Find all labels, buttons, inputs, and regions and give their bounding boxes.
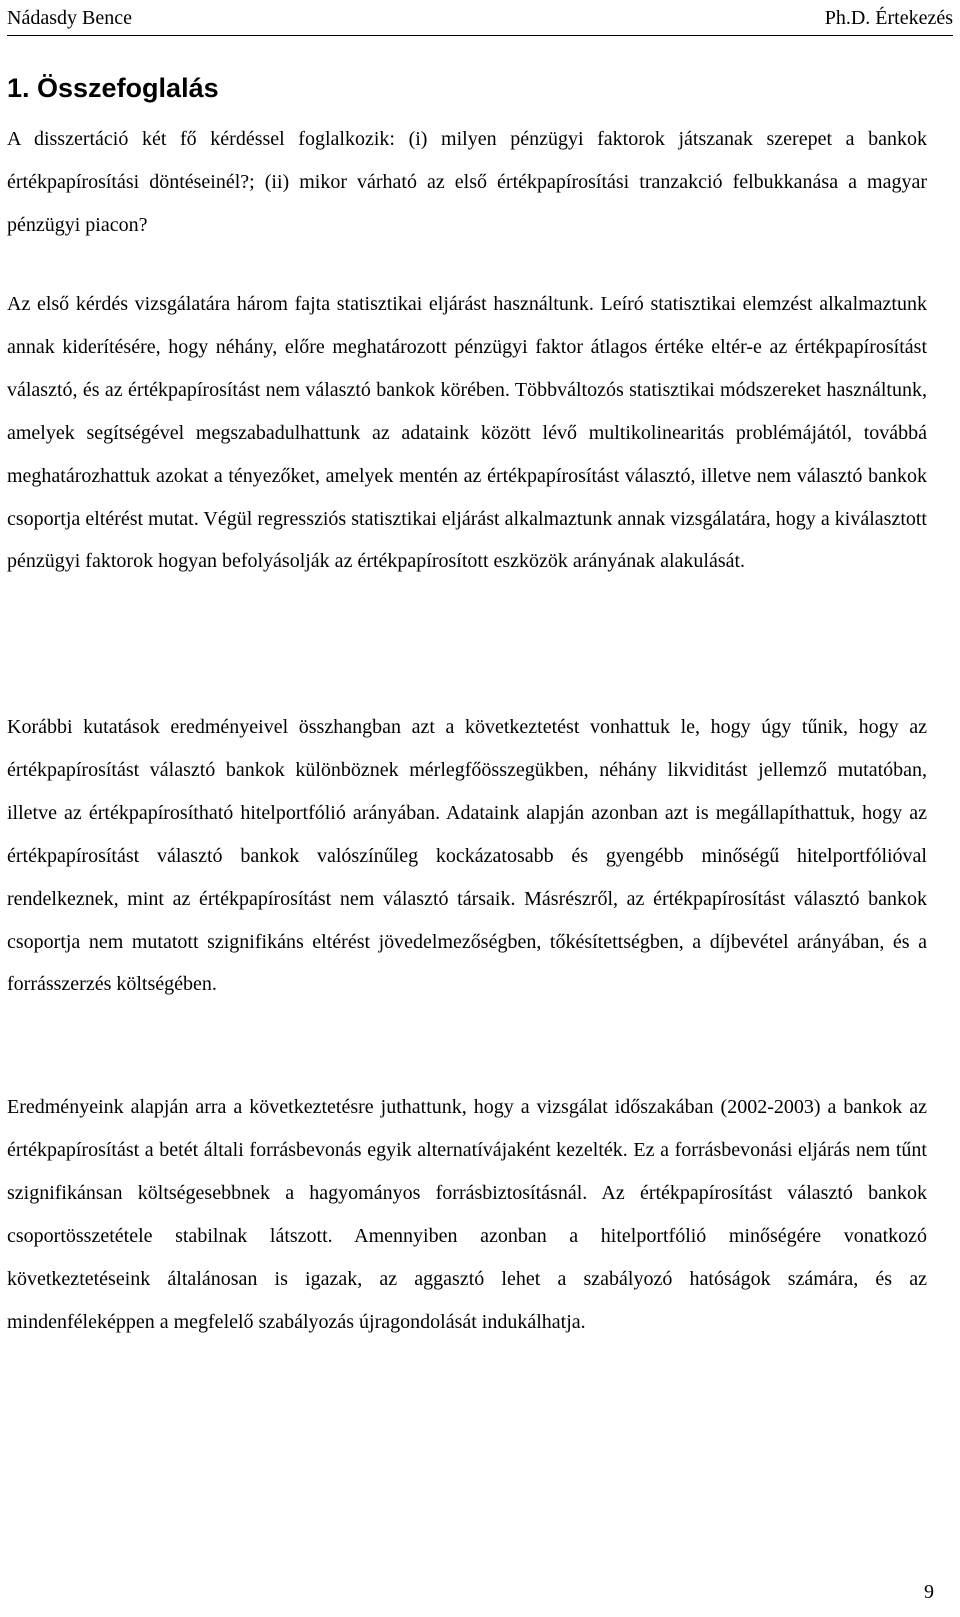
header-author: Nádasdy Bence [7,7,132,29]
paragraph-findings: Korábbi kutatások eredményeivel összhangban azt a következtetést vonhattuk le, hogy úgy tűnik, hogy az értékpapírosítást választó bankok különböznek mérlegfőösszegükben, néhány likviditást jellemző mutatóban, illetve az értékpapírosítható hitelportfólió arányában. Adataink alapján azonban azt is megállapíthattuk, hogy az értékpapírosítást választó bankok valószínűleg kockázatosabb és gyengébb minőségű hitelportfólióval rendelkeznek, mint az értékpapírosítást nem választó társaik. Másrészről, az értékpapírosítást választó bankok csoportja nem mutatott szignifikáns eltérést jövedelmezőségben, tőkésítettségben, a díjbevétel arányában, és a forrásszerzés költségében. [7,716,927,996]
header-document-type: Ph.D. Értekezés [824,7,953,29]
section-title: 1. Összefoglalás [7,73,219,103]
page-header [7,4,953,34]
paragraph-conclusions: Eredményeink alapján arra a következtetésre juthattunk, hogy a vizsgálat időszakában (2002-2003) a bankok az értékpapírosítást a betét általi forrásbevonás egyik alternatívájaként kezelték. Ez a forrásbevonási eljárás nem tűnt szignifikánsan költségesebbnek a hagyományos forrásbiztosításnál. Az értékpapírosítást választó bankok csoportösszetétele stabilnak látszott. Amennyiben azonban a hitelportfólió minőségére vonatkozó következtetéseink általánosan is igazak, az aggasztó lehet a szabályozó hatóságok számára, és az mindenféleképpen a megfelelő szabályozás újragondolását indukálhatja. [7,1096,927,1333]
paragraph-methods: Az első kérdés vizsgálatára három fajta statisztikai eljárást használtunk. Leíró statisztikai elemzést alkalmaztunk annak kiderítésére, hogy néhány, előre meghatározott pénzügyi faktor átlagos értéke eltér-e az értékpapírosítást választó, és az értékpapírosítást nem választó bankok körében. Többváltozós statisztikai módszereket használtunk, amelyek segítségével megszabadulhattunk az adataink között lévő multikolinearitás problémájától, továbbá meghatározhattuk azokat a tényezőket, amelyek mentén az értékpapírosítást választó, illetve nem választó bankok csoportja eltérést mutat. Végül regressziós statisztikai eljárást alkalmaztunk annak vizsgálatára, hogy a kiválasztott pénzügyi faktorok hogyan befolyásolják az értékpapírosított eszközök arányának alakulását. [7,293,927,573]
page-number: 9 [924,1581,934,1603]
paragraph-research-questions: A disszertáció két fő kérdéssel foglalkozik: (i) milyen pénzügyi faktorok játszanak szerepet a bankok értékpapírosítási döntéseinél?; (ii) mikor várható az első értékpapírosítási tranzakció felbukkanása a magyar pénzügyi piacon? [7,128,927,236]
header-divider [7,35,953,36]
